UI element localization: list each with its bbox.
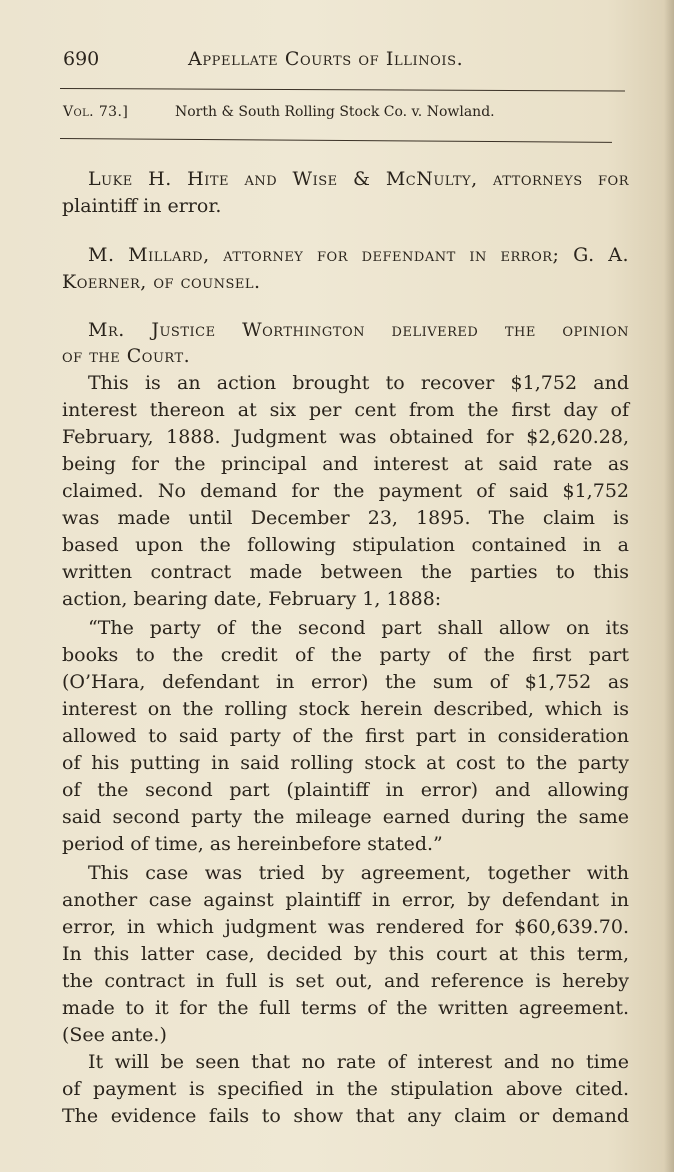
page-header bbox=[63, 48, 523, 78]
body-text-line: written contract made between the parties to this bbox=[62, 561, 629, 583]
body-text-line: In this latter case, decided by this court at this term, bbox=[62, 943, 629, 965]
volume-label: Vol. 73.] bbox=[63, 104, 129, 120]
body-text-line: The evidence fails to show that any claim or demand bbox=[62, 1105, 629, 1127]
counsel-plaintiff-line: plaintiff in error. bbox=[62, 195, 222, 217]
body-text-line: claimed. No demand for the payment of said $1,752 bbox=[62, 480, 629, 502]
header-rule-top bbox=[60, 88, 625, 91]
body-text-line: made to it for the full terms of the written agreement. bbox=[62, 997, 629, 1019]
body-text-line: This case was tried by agreement, together with bbox=[88, 862, 629, 884]
case-header bbox=[63, 104, 623, 126]
page-number: 690 bbox=[63, 48, 100, 70]
body-text-line: It will be seen that no rate of interest and no time bbox=[88, 1051, 629, 1073]
body-text-line: another case against plaintiff in error, by defendant in bbox=[62, 889, 629, 911]
quoted-text-line: allowed to said party of the first part in consideration bbox=[62, 725, 629, 747]
page-edge-shadow bbox=[664, 0, 674, 1172]
counsel-plaintiff-line: Luke H. Hite and Wise & McNulty, attorneys for bbox=[88, 168, 629, 190]
body-text-line: the contract in full is set out, and reference is hereby bbox=[62, 970, 629, 992]
counsel-defendant-line: M. Millard, attorney for defendant in error; G. A. bbox=[88, 244, 629, 266]
quoted-text-line: “The party of the second part shall allow on its bbox=[88, 617, 629, 639]
body-text-line: (See ante.) bbox=[62, 1024, 167, 1046]
quoted-text-line: books to the credit of the party of the first part bbox=[62, 644, 629, 666]
opinion-heading-line: Mr. Justice Worthington delivered the opinion bbox=[88, 319, 629, 341]
body-text-line: interest thereon at six per cent from the first day of bbox=[62, 399, 629, 421]
body-text-line: based upon the following stipulation contained in a bbox=[62, 534, 629, 556]
opinion-heading-line: of the Court. bbox=[62, 345, 191, 367]
body-text-line: of payment is specified in the stipulation above cited. bbox=[62, 1078, 629, 1100]
body-text-line: action, bearing date, February 1, 1888: bbox=[62, 588, 442, 610]
running-title: Appellate Courts of Illinois. bbox=[188, 48, 464, 70]
body-text-line: February, 1888. Judgment was obtained for $2,620.28, bbox=[62, 426, 629, 448]
body-text-line: error, in which judgment was rendered for $60,639.70. bbox=[62, 916, 629, 938]
quoted-text-line: of the second part (plaintiff in error) and allowing bbox=[62, 779, 629, 801]
quoted-text-line: interest on the rolling stock herein described, which is bbox=[62, 698, 629, 720]
quoted-text-line: (O’Hara, defendant in error) the sum of $1,752 as bbox=[62, 671, 629, 693]
case-title: North & South Rolling Stock Co. v. Nowland. bbox=[175, 104, 495, 120]
quoted-text-line: period of time, as hereinbefore stated.” bbox=[62, 833, 443, 855]
body-text-line: being for the principal and interest at said rate as bbox=[62, 453, 629, 475]
body-text-line: was made until December 23, 1895. The claim is bbox=[62, 507, 629, 529]
quoted-text-line: said second party the mileage earned during the same bbox=[62, 806, 629, 828]
counsel-defendant-line: Koerner, of counsel. bbox=[62, 271, 261, 293]
body-text-line: This is an action brought to recover $1,752 and bbox=[88, 372, 629, 394]
header-rule-bottom bbox=[60, 138, 612, 143]
quoted-text-line: of his putting in said rolling stock at cost to the party bbox=[62, 752, 629, 774]
